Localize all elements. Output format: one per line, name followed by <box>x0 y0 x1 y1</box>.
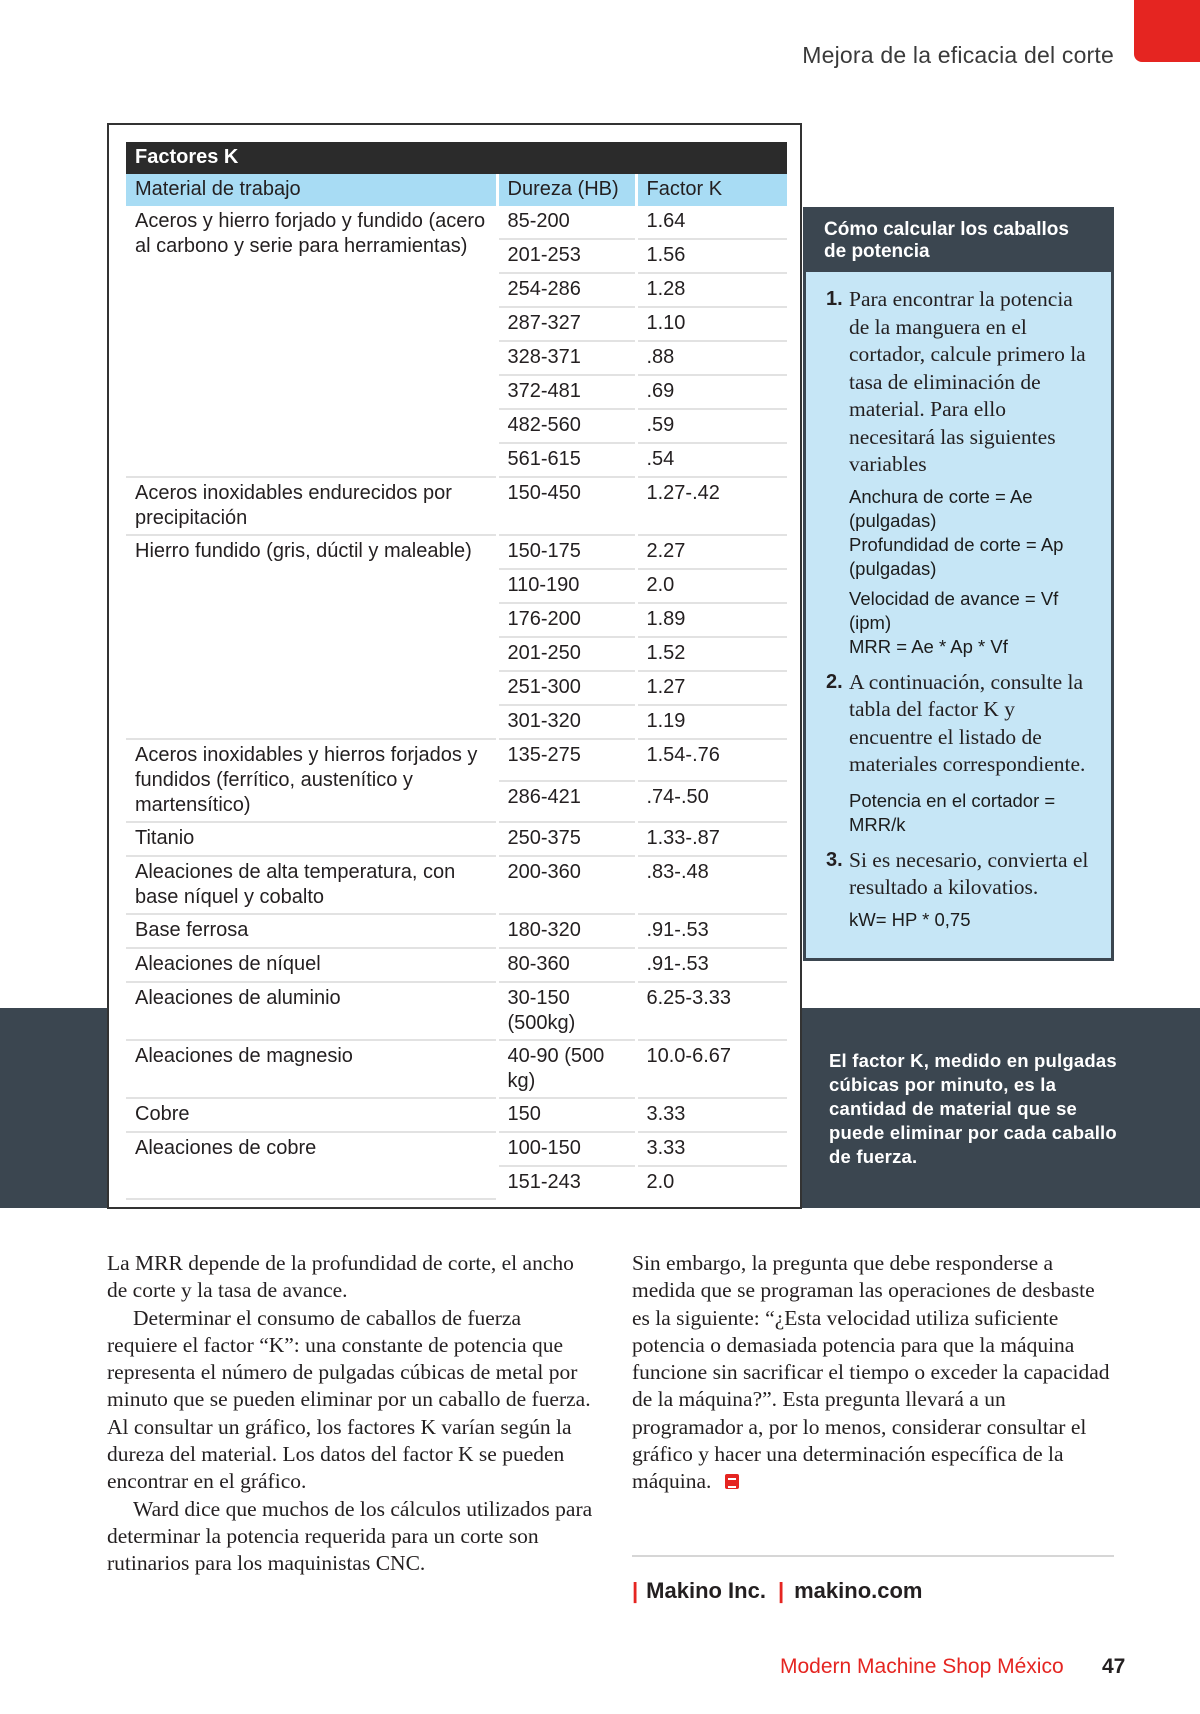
k-factor-cell: 3.33 <box>636 1098 787 1132</box>
table-row <box>126 982 787 1040</box>
step-text: Para encontrar la potencia de la manguera en el cortador, calcule primero la tasa de eliminación de material. Para ello necesitará las siguientes variables <box>849 287 1086 476</box>
table-row <box>126 1098 787 1132</box>
hardness-cell: 328-371 <box>497 341 636 375</box>
material-cell: Aleaciones de alta temperatura, con base níquel y cobalto <box>126 856 497 914</box>
hardness-cell: 150-175 <box>497 535 636 569</box>
column-header-k-factor: Factor K <box>636 174 787 206</box>
hardness-cell: 254-286 <box>497 273 636 307</box>
hardness-cell: 180-320 <box>497 914 636 948</box>
formula-kilowatts: kW= HP * 0,75 <box>849 908 971 930</box>
hardness-cell: 482-560 <box>497 409 636 443</box>
table-row <box>126 914 787 948</box>
k-factor-cell: .59 <box>636 409 787 443</box>
formula-depth: Profundidad de corte = Ap (pulgadas) <box>849 533 1064 579</box>
table-row <box>126 822 787 856</box>
body-column-left <box>107 1250 593 1578</box>
k-factor-cell: .69 <box>636 375 787 409</box>
hardness-cell: 85-200 <box>497 206 636 239</box>
formula-feed-rate: Velocidad de avance = Vf (ipm) <box>849 587 1059 633</box>
step-2 <box>826 669 1093 779</box>
table-row <box>126 1132 787 1166</box>
hardness-cell: 150 <box>497 1098 636 1132</box>
hardness-cell: 100-150 <box>497 1132 636 1166</box>
body-paragraph <box>632 1250 1114 1496</box>
hardness-cell: 110-190 <box>497 569 636 603</box>
step-3 <box>826 847 1093 902</box>
step-text: A continuación, consulte la tabla del factor K y encuentre el listado de materiales correspondiente. <box>849 669 1086 776</box>
hardness-cell: 30-150 (500kg) <box>497 982 636 1040</box>
hardness-cell: 251-300 <box>497 671 636 705</box>
hardness-cell: 201-250 <box>497 637 636 671</box>
material-cell: Aleaciones de cobre <box>126 1132 497 1199</box>
column-header-hardness: Dureza (HB) <box>497 174 636 206</box>
sidebar-title: Cómo calcular los caballos de potencia <box>806 210 1111 272</box>
k-factor-cell: 3.33 <box>636 1132 787 1166</box>
section-tab-marker <box>1134 0 1200 62</box>
separator-bar-icon: | <box>777 1578 785 1603</box>
k-factor-cell: 2.0 <box>636 1166 787 1199</box>
table-row <box>126 206 787 239</box>
k-factor-cell: 1.89 <box>636 603 787 637</box>
table-row <box>126 739 787 781</box>
k-factor-cell: 6.25-3.33 <box>636 982 787 1040</box>
k-factor-cell: 1.28 <box>636 273 787 307</box>
table-row <box>126 535 787 569</box>
hardness-cell: 287-327 <box>497 307 636 341</box>
k-factor-cell: 1.27 <box>636 671 787 705</box>
k-factor-cell: 1.33-.87 <box>636 822 787 856</box>
body-paragraph-text: Sin embargo, la pregunta que debe responderse a medida que se programan las operaciones de desbaste es la siguiente: “¿Esta velocidad utiliza suficiente potencia o demasiada potencia para que la máquina funcione sin sacrificar el tiempo o exceder la capacidad de la máquina?”. Esta pregunta llevará a un programador a, por lo menos, considerar consultar el gráfico y hacer una determinación específica de la máquina. <box>632 1251 1110 1494</box>
k-factor-cell: .91-.53 <box>636 948 787 982</box>
hardness-cell: 40-90 (500 kg) <box>497 1040 636 1098</box>
credit-divider <box>632 1555 1114 1557</box>
k-factor-cell: 2.0 <box>636 569 787 603</box>
k-factor-cell: 1.54-.76 <box>636 739 787 781</box>
hardness-cell: 135-275 <box>497 739 636 781</box>
hardness-cell: 301-320 <box>497 705 636 739</box>
material-cell: Aceros inoxidables y hierros forjados y fundidos (ferrítico, austenítico y martensítico) <box>126 739 497 822</box>
hardness-cell: 80-360 <box>497 948 636 982</box>
body-paragraph: La MRR depende de la profundidad de corte, el ancho de corte y la tasa de avance. <box>107 1251 574 1303</box>
k-factor-cell: 2.27 <box>636 535 787 569</box>
table-row <box>126 856 787 914</box>
hardness-cell: 200-360 <box>497 856 636 914</box>
step-number: 3. <box>826 848 843 871</box>
hardness-cell: 176-200 <box>497 603 636 637</box>
table-row <box>126 948 787 982</box>
step-1 <box>826 286 1093 479</box>
material-cell: Cobre <box>126 1098 497 1132</box>
k-factor-cell: 1.52 <box>636 637 787 671</box>
k-factor-cell: .88 <box>636 341 787 375</box>
hardness-cell: 150-450 <box>497 477 636 535</box>
material-cell: Aleaciones de magnesio <box>126 1040 497 1098</box>
hardness-cell: 250-375 <box>497 822 636 856</box>
body-column-right <box>632 1250 1114 1496</box>
k-factor-caption: El factor K, medido en pulgadas cúbicas por minuto, es la cantidad de material que se puede eliminar por cada caballo de fuerza. <box>829 1050 1117 1167</box>
hardness-cell: 286-421 <box>497 781 636 823</box>
page-number: 47 <box>1102 1655 1126 1678</box>
k-factor-cell: 10.0-6.67 <box>636 1040 787 1098</box>
company-website[interactable]: makino.com <box>794 1578 923 1603</box>
k-factor-cell: 1.56 <box>636 239 787 273</box>
company-name: Makino Inc. <box>646 1578 766 1603</box>
material-cell: Base ferrosa <box>126 914 497 948</box>
material-cell: Aceros inoxidables endurecidos por precipitación <box>126 477 497 535</box>
k-factor-cell: .83-.48 <box>636 856 787 914</box>
formula-cutter-power: Potencia en el cortador = MRR/k <box>849 789 1056 835</box>
material-cell: Hierro fundido (gris, dúctil y maleable) <box>126 535 497 739</box>
table-title: Factores K <box>126 142 787 174</box>
step-text: Si es necesario, convierta el resultado a kilovatios. <box>849 847 1089 899</box>
separator-bar-icon: | <box>632 1578 639 1603</box>
material-cell: Titanio <box>126 822 497 856</box>
running-title: Mejora de la eficacia del corte <box>802 42 1114 68</box>
table-row <box>126 1040 787 1098</box>
hardness-cell: 201-253 <box>497 239 636 273</box>
k-factor-cell: .54 <box>636 443 787 477</box>
k-factor-cell: 1.19 <box>636 705 787 739</box>
material-cell: Aleaciones de níquel <box>126 948 497 982</box>
step-number: 1. <box>826 288 843 310</box>
formula-mrr: MRR = Ae * Ap * Vf <box>849 635 1008 657</box>
k-factor-table <box>126 142 787 1200</box>
k-factor-cell: 1.10 <box>636 307 787 341</box>
k-factor-cell: .91-.53 <box>636 914 787 948</box>
k-factor-cell: .74-.50 <box>636 781 787 823</box>
step-number: 2. <box>826 670 843 693</box>
hardness-cell: 561-615 <box>497 443 636 477</box>
hardness-cell: 372-481 <box>497 375 636 409</box>
body-paragraph: Ward dice que muchos de los cálculos utilizados para determinar la potencia requerida para un corte son rutinarios para los maquinistas CNC. <box>107 1496 593 1576</box>
material-cell: Aleaciones de aluminio <box>126 982 497 1040</box>
sidebar-body <box>806 272 1111 932</box>
hardness-cell: 151-243 <box>497 1166 636 1199</box>
material-cell: Aceros y hierro forjado y fundido (acero al carbono y serie para herramientas) <box>126 206 497 477</box>
body-paragraph: Determinar el consumo de caballos de fuerza requiere el factor “K”: una constante de potencia que representa el número de pulgadas cúbicas de metal por minuto que se pueden eliminar por un caballo de fuerza. Al consultar un gráfico, los factores K varían según la dureza del material. Los datos del factor K se pueden encontrar en el gráfico. <box>107 1305 591 1494</box>
company-credit <box>632 1578 922 1604</box>
column-header-material: Material de trabajo <box>126 174 497 206</box>
horsepower-sidebar <box>803 207 1114 961</box>
magazine-name: Modern Machine Shop México <box>780 1655 1064 1678</box>
table-row <box>126 477 787 535</box>
k-factor-cell: 1.27-.42 <box>636 477 787 535</box>
end-of-article-icon <box>725 1474 739 1489</box>
formula-width: Anchura de corte = Ae (pulgadas) <box>849 485 1033 531</box>
k-factor-cell: 1.64 <box>636 206 787 239</box>
